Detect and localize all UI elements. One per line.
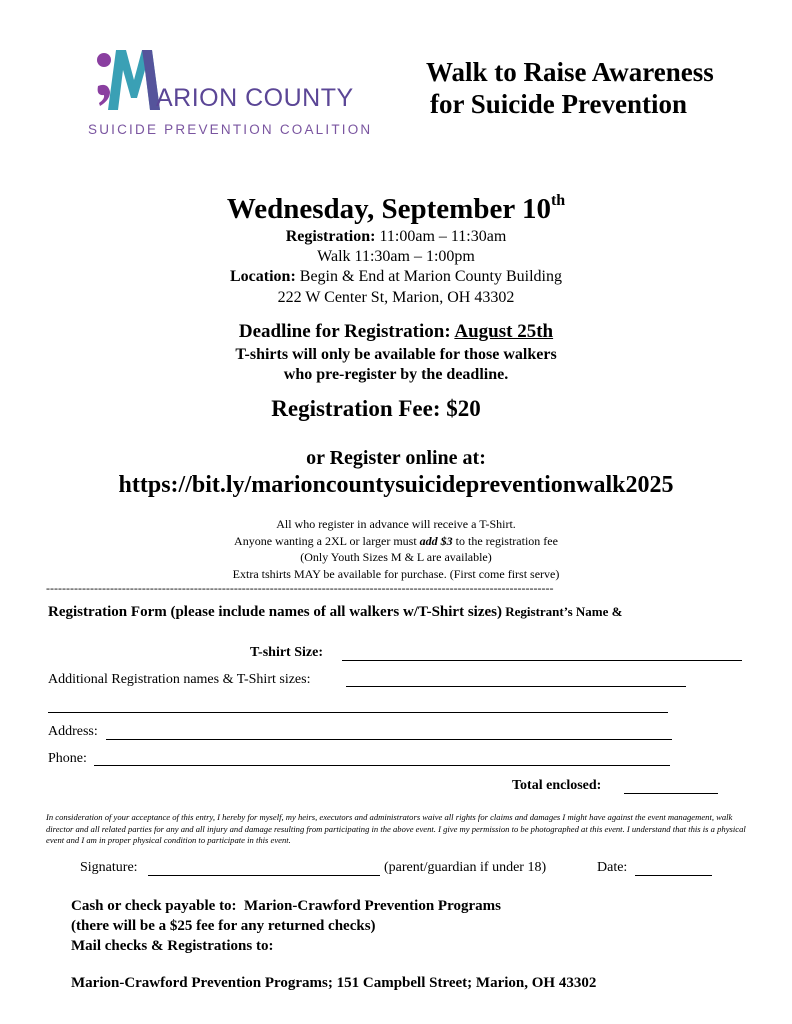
shirt-note-1: All who register in advance will receive a T-Shirt. [276,517,516,531]
logo-m-icon [106,48,162,110]
divider: ------------------------------------------------------------------------------------------------------------------------------- [46,581,554,595]
registration-time: Registration: 11:00am – 11:30am [285,228,507,245]
event-title [426,56,786,120]
online-label: or Register online at: [306,447,486,469]
shirt-note-2: Anyone wanting a 2XL or larger must add $3 to the registration fee [234,534,558,548]
phone-label: Phone: [48,751,87,766]
payment-line-4: Marion-Crawford Prevention Programs; 151 Campbell Street; Marion, OH 43302 [71,975,597,991]
additional-field[interactable] [346,686,686,687]
phone-field[interactable] [94,765,670,766]
logo-name: ARION COUNTY [156,84,354,112]
online-url[interactable]: https://bit.ly/marioncountysuicidepreventionwalk2025 [118,472,674,498]
additional-label: Additional Registration names & T-Shirt sizes: [48,672,311,687]
tshirt-field[interactable] [342,660,742,661]
event-date: Wednesday, September 10th [226,192,566,225]
shirt-note-4: Extra tshirts MAY be available for purchase. (First come first serve) [232,567,560,581]
total-label: Total enclosed: [512,778,602,793]
address-field[interactable] [106,739,672,740]
additional-field-2[interactable] [48,712,668,713]
payment-line-3: Mail checks & Registrations to: [71,938,274,954]
date-label: Date: [597,860,628,875]
shirt-note-3: (Only Youth Sizes M & L are available) [300,550,492,564]
title-line-2: for Suicide Prevention [430,89,687,119]
registration-fee: Registration Fee: $20 [271,396,481,421]
location-address: 222 W Center St, Marion, OH 43302 [277,289,515,306]
payment-line-2: (there will be a $25 fee for any returned checks) [71,918,376,934]
walk-time: Walk 11:30am – 1:00pm [317,248,475,265]
address-label: Address: [48,724,98,739]
logo [84,48,374,140]
date-field[interactable] [635,875,712,876]
form-heading: Registration Form (please include names of all walkers w/T-Shirt sizes) Registrant’s Name & [48,604,623,620]
tshirt-label: T-shirt Size: [250,645,323,660]
waiver-text: In consideration of your acceptance of this entry, I hereby for myself, my heirs, executors and administrators waive all rights for claims and damages I might have against the event management, walk director and all related parties for any and all injury and damage resulting from participating in the above event. I give my permission to be photographed at this event. I understand that this is a physical event and I am in proper physical condition to participate in this event. [46,812,746,845]
signature-field[interactable] [148,875,380,876]
guardian-note: (parent/guardian if under 18) [384,860,547,875]
payment-line-1: Cash or check payable to: Marion-Crawford Prevention Programs [71,898,501,914]
title-line-1: Walk to Raise Awareness [426,57,714,87]
deadline: Deadline for Registration: August 25th [238,321,554,342]
deadline-note-2: who pre-register by the deadline. [283,366,509,383]
signature-label: Signature: [80,860,138,875]
deadline-note-1: T-shirts will only be available for those walkers [235,346,557,363]
total-field[interactable] [624,793,718,794]
logo-subtitle: SUICIDE PREVENTION COALITION [88,122,373,137]
location: Location: Begin & End at Marion County Building [230,268,562,285]
